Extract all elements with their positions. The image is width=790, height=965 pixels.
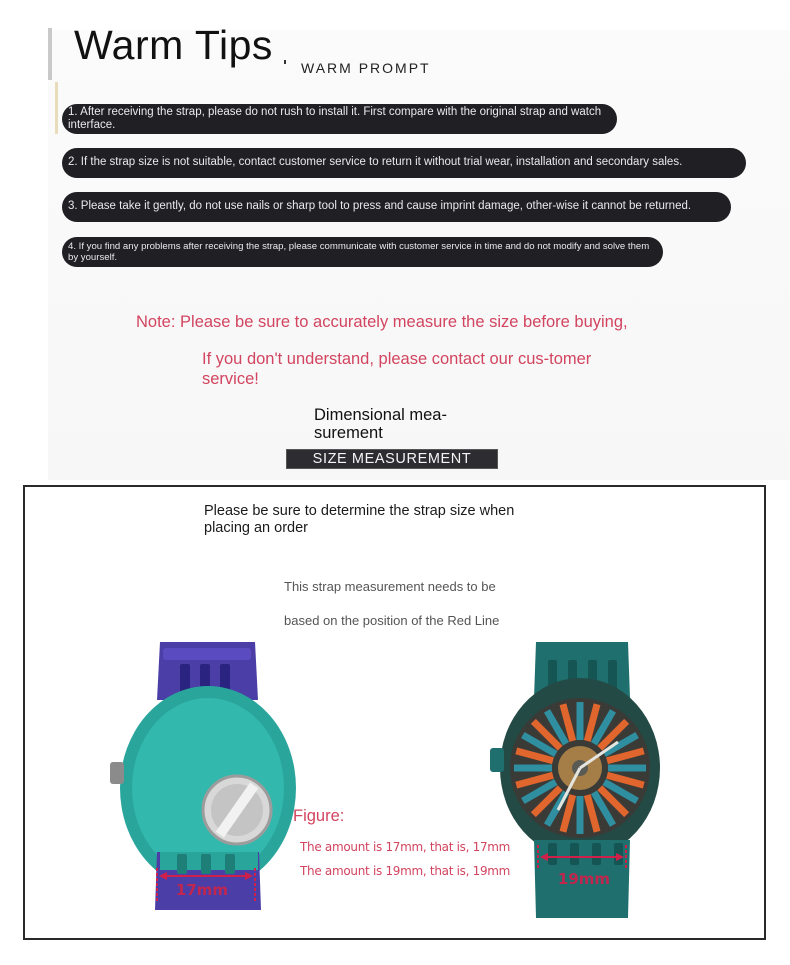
panel-line-1: This strap measurement needs to be: [284, 579, 496, 594]
title-separator: [284, 60, 286, 64]
page-subtitle: WARM PROMPT: [301, 60, 431, 76]
size-measurement-label: SIZE MEASUREMENT: [286, 449, 498, 469]
panel-instruction: Please be sure to determine the strap size when placing an order: [204, 503, 515, 536]
header-accent-bar-secondary: [55, 82, 58, 134]
tip-1: 1. After receiving the strap, please do not rush to install it. First compare with the original strap and watch interface.: [62, 104, 617, 134]
header-accent-bar: [48, 28, 52, 80]
tip-2: 2. If the strap size is not suitable, contact customer service to return it without trial wear, installation and secondary sales.: [62, 148, 746, 178]
figure-label: Figure:: [293, 807, 345, 825]
amount-19mm: The amount is 19mm, that is, 19mm: [300, 864, 511, 878]
tip-4: 4. If you find any problems after receiving the strap, please communicate with customer service in time and do not modify and solve them by yourself.: [62, 237, 663, 267]
dimensional-measurement-title: Dimensional mea-surement: [314, 406, 447, 442]
panel-line-2: based on the position of the Red Line: [284, 613, 500, 628]
note-contact-service: If you don't understand, please contact our cus-tomer service!: [202, 350, 592, 388]
tip-3: 3. Please take it gently, do not use nails or sharp tool to press and cause imprint damage, other-wise it cannot be returned.: [62, 192, 731, 222]
left-watch-size-label: 17mm: [175, 881, 229, 899]
left-watch-image: [105, 640, 305, 915]
note-measure-size: Note: Please be sure to accurately measure the size before buying,: [136, 313, 628, 331]
amount-17mm: The amount is 17mm, that is, 17mm: [300, 840, 511, 854]
right-watch-image: [488, 640, 648, 920]
right-watch-size-label: 19mm: [557, 870, 611, 888]
page-title: Warm Tips: [74, 22, 273, 68]
